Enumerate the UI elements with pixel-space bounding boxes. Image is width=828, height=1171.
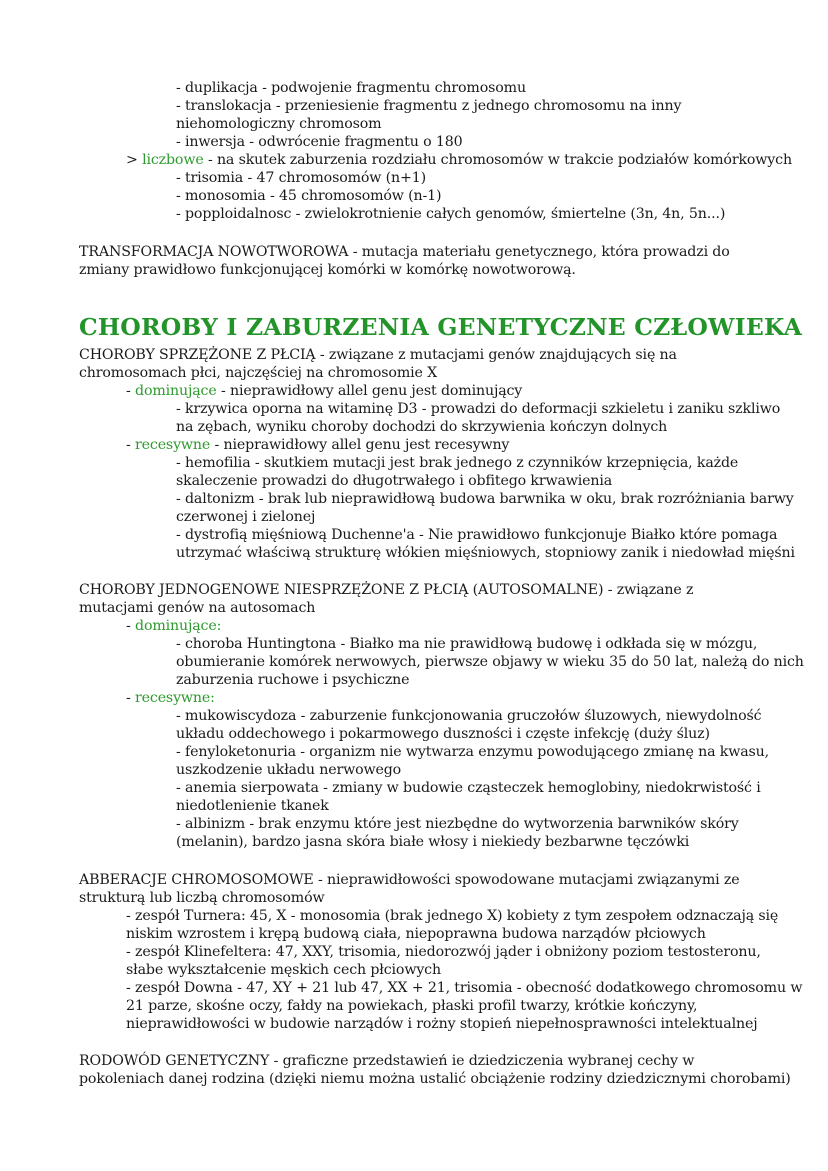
section-intro: pokoleniach danej rodzina (dzięki niemu można ustalić obciążenie rodziny dziedzicznymi chorobami) xyxy=(79,1071,791,1087)
list-item: - inwersja - odwrócenie fragmentu o 180 xyxy=(176,134,463,150)
section-intro: RODOWÓD GENETYCZNY - graficzne przedstawień ie dziedziczenia wybranej cechy w xyxy=(79,1053,695,1069)
transformacja-line: zmiany prawidłowo funkcjonującej komórki w komórkę nowotworową. xyxy=(79,262,576,278)
section-intro: ABBERACJE CHROMOSOMOWE - nieprawidłowości spowodowane mutacjami związanymi ze xyxy=(79,872,740,888)
section-heading: CHOROBY I ZABURZENIA GENETYCZNE CZŁOWIEKA xyxy=(79,313,803,341)
list-item-continuation: utrzymać właściwą strukturę włókien mięśniowych, stopniowy zanik i niedowład mięśni xyxy=(176,545,795,561)
list-item-continuation: zaburzenia ruchowe i psychiczne xyxy=(176,672,410,688)
list-item: - fenyloketonuria - organizm nie wytwarza enzymu powodującego zmianę na kwasu, xyxy=(176,744,770,760)
list-item-continuation: na zębach, wyniku choroby dochodzi do skrzywienia kończyn dolnych xyxy=(176,419,668,435)
list-item-continuation: (melanin), bardzo jasna skóra białe włosy i niekiedy bezbarwne tęczówki xyxy=(176,834,690,850)
list-item: - krzywica oporna na witaminę D3 - prowadzi do deformacji szkieletu i zaniku szkliwo xyxy=(176,401,781,417)
list-item: - popploidalnosc - zwielokrotnienie całych genomów, śmiertelne (3n, 4n, 5n...) xyxy=(176,206,726,222)
section-intro: CHOROBY SPRZĘŻONE Z PŁCIĄ - związane z mutacjami genów znajdujących się na xyxy=(79,347,677,363)
list-item-continuation: czerwonej i zielonej xyxy=(176,509,316,525)
bullet-marker: - xyxy=(126,690,136,706)
list-item: - daltonizm - brak lub nieprawidłową budowa barwnika w oku, brak rozróżniania barwy xyxy=(176,491,794,507)
list-item: - dystrofią mięśniową Duchenne'a - Nie prawidłowo funkcjonuje Białko które pomaga xyxy=(176,527,778,543)
list-item-continuation: skaleczenie prowadzi do długotrwałego i obfitego krwawienia xyxy=(176,473,613,489)
bullet-marker: - xyxy=(126,383,136,399)
list-item: - trisomia - 47 chromosomów (n+1) xyxy=(176,170,427,186)
list-item: - choroba Huntingtona - Białko ma nie prawidłową budowę i odkłada się w mózgu, xyxy=(176,636,758,652)
bullet-marker: - xyxy=(126,437,136,453)
list-item: - mukowiscydoza - zaburzenie funkcjonowania gruczołów śluzowych, niewydolność xyxy=(176,708,762,724)
transformacja-line: TRANSFORMACJA NOWOTWOROWA - mutacja materiału genetycznego, która prowadzi do xyxy=(79,244,730,260)
section-intro: chromosomach płci, najczęściej na chromosomie X xyxy=(79,365,438,381)
list-item-continuation: obumieranie komórek nerwowych, pierwsze objawy w wieku 35 do 50 lat, należą do nich xyxy=(176,654,804,670)
liczbowe-line xyxy=(126,151,792,169)
list-item-continuation: uszkodzenie układu nerwowego xyxy=(176,762,402,778)
section-intro: strukturą lub liczbą chromosomów xyxy=(79,890,325,906)
recesywne-text: - nieprawidłowy allel genu jest recesywny xyxy=(210,437,510,453)
list-item-continuation: niskim wzrostem i krępą budową ciała, niepoprawna budowa narządów płciowych xyxy=(126,926,706,942)
list-item: - anemia sierpowata - zmiany w budowie cząsteczek hemoglobiny, niedokrwistość i xyxy=(176,780,761,796)
dominujace-line xyxy=(126,617,221,635)
list-item-continuation: układu oddechowego i pokarmowego duszności i częste infekcję (duży śluz) xyxy=(176,726,710,742)
bullet-marker: > xyxy=(126,152,143,168)
list-item: - translokacja - przeniesienie fragmentu z jednego chromosomu na inny xyxy=(176,98,682,114)
dominujace-line xyxy=(126,382,522,400)
list-item-continuation: nieprawidłowości w budowie narządów i rożny stopień niepełnosprawności intelektualnej xyxy=(126,1016,758,1032)
dominujace-text: - nieprawidłowy allel genu jest dominujący xyxy=(216,383,523,399)
list-item-continuation: niedotlenienie tkanek xyxy=(176,798,329,814)
liczbowe-text: - na skutek zaburzenia rozdziału chromosomów w trakcie podziałów komórkowych xyxy=(203,152,792,168)
section-intro: CHOROBY JEDNOGENOWE NIESPRZĘŻONE Z PŁCIĄ (AUTOSOMALNE) - związane z xyxy=(79,582,694,598)
list-item-continuation: 21 parze, skośne oczy, fałdy na powiekach, płaski profil twarzy, krótkie kończyny, xyxy=(126,998,698,1014)
list-item-continuation: słabe wykształcenie męskich cech płciowych xyxy=(126,962,441,978)
recesywne-line xyxy=(126,436,509,454)
dominujace-label: dominujące xyxy=(135,383,217,399)
list-item-continuation: niehomologiczny chromosom xyxy=(176,116,382,132)
list-item: - zespół Turnera: 45, X - monosomia (brak jednego X) kobiety z tym zespołem odznaczają się xyxy=(126,908,779,924)
recesywne-line xyxy=(126,689,215,707)
recesywne-label: recesywne: xyxy=(135,690,215,706)
list-item: - albinizm - brak enzymu które jest niezbędne do wytworzenia barwników skóry xyxy=(176,816,739,832)
list-item: - zespół Downa - 47, XY + 21 lub 47, XX + 21, trisomia - obecność dodatkowego chromosomu w xyxy=(126,980,803,996)
bullet-marker: - xyxy=(126,618,136,634)
dominujace-label: dominujące: xyxy=(135,618,222,634)
list-item: - hemofilia - skutkiem mutacji jest brak jednego z czynników krzepnięcia, każde xyxy=(176,455,739,471)
section-intro: mutacjami genów na autosomach xyxy=(79,600,316,616)
list-item: - duplikacja - podwojenie fragmentu chromosomu xyxy=(176,80,526,96)
list-item: - monosomia - 45 chromosomów (n-1) xyxy=(176,188,442,204)
recesywne-label: recesywne xyxy=(135,437,211,453)
liczbowe-label: liczbowe xyxy=(142,152,204,168)
list-item: - zespół Klinefeltera: 47, XXY, trisomia, niedorozwój jąder i obniżony poziom testosteronu, xyxy=(126,944,761,960)
